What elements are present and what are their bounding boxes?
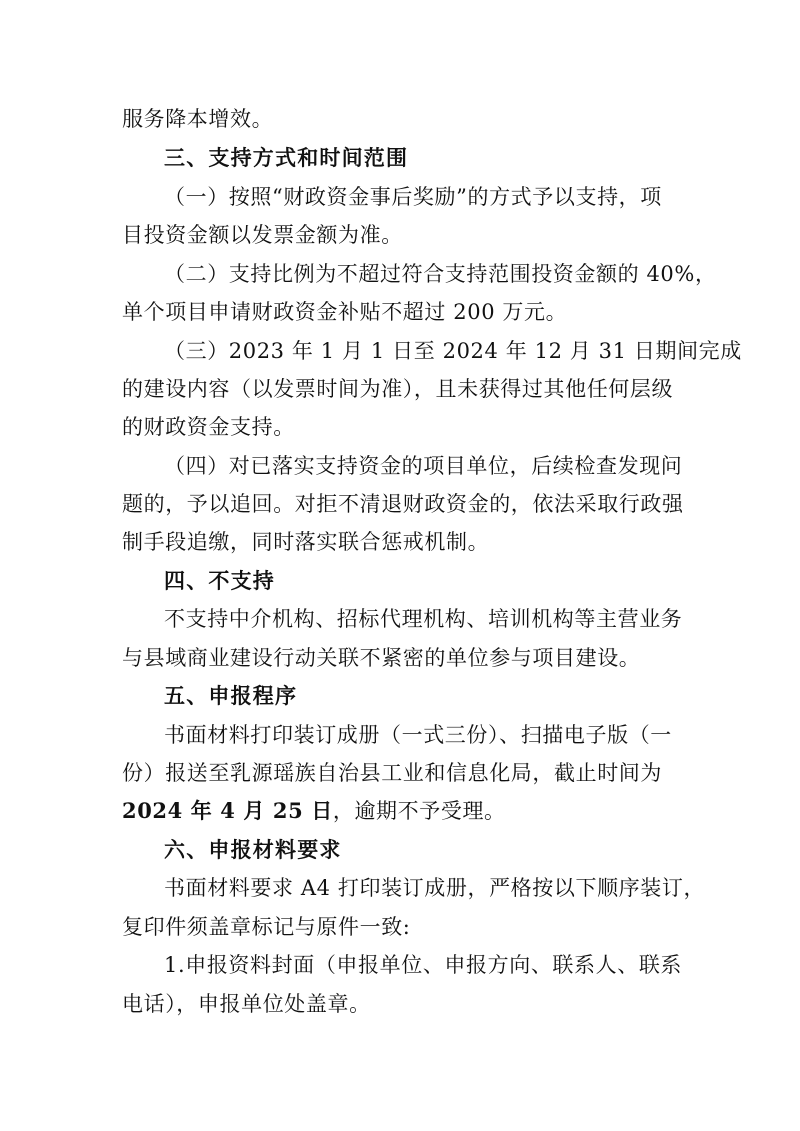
paragraph-line: （四）对已落实支持资金的项目单位，后续检查发现问 bbox=[164, 454, 683, 478]
section-heading-5: 五、申报程序 bbox=[164, 684, 298, 708]
paragraph-line: 1.申报资料封面（申报单位、申报方向、联系人、联系 bbox=[164, 953, 683, 977]
paragraph-line: （二）支持比例为不超过符合支持范围投资金额的 40%， bbox=[164, 262, 717, 286]
paragraph-line: 与县域商业建设行动关联不紧密的单位参与项目建设。 bbox=[122, 646, 641, 670]
paragraph-line: 书面材料要求 A4 打印装订成册，严格按以下顺序装订， bbox=[164, 876, 706, 900]
section-heading-4: 四、不支持 bbox=[164, 569, 275, 593]
paragraph-line: 书面材料打印装订成册（一式三份）、扫描电子版（一 bbox=[164, 723, 672, 747]
deadline-date: 2024 年 4 月 25 日 bbox=[122, 798, 333, 823]
paragraph-line: 电话），申报单位处盖章。 bbox=[122, 992, 371, 1016]
paragraph-line: 制手段追缴，同时落实联合惩戒机制。 bbox=[122, 530, 490, 554]
paragraph-line: 复印件须盖章标记与原件一致: bbox=[122, 915, 411, 939]
paragraph-line: 目投资金额以发票金额为准。 bbox=[122, 223, 403, 247]
paragraph-line: 单个项目申请财政资金补贴不超过 200 万元。 bbox=[122, 300, 568, 324]
paragraph-line: 的财政资金支持。 bbox=[122, 415, 295, 439]
paragraph-line: 不支持中介机构、招标代理机构、培训机构等主营业务 bbox=[164, 607, 683, 631]
paragraph-line: 份）报送至乳源瑶族自治县工业和信息化局，截止时间为 bbox=[122, 761, 662, 785]
paragraph-line: （一）按照“财政资金事后奖励”的方式予以支持，项 bbox=[164, 185, 662, 209]
deadline-note: ，逾期不予受理。 bbox=[332, 799, 506, 823]
section-heading-6: 六、申报材料要求 bbox=[164, 838, 342, 862]
paragraph-line: 的建设内容（以发票时间为准），且未获得过其他任何层级 bbox=[122, 377, 674, 401]
paragraph-line bbox=[122, 796, 682, 826]
paragraph-line: 题的，予以追回。对拒不清退财政资金的，依法采取行政强 bbox=[122, 492, 684, 516]
paragraph-line: 服务降本增效。 bbox=[122, 107, 274, 131]
section-heading-3: 三、支持方式和时间范围 bbox=[164, 146, 409, 170]
paragraph-line: （三）2023 年 1 月 1 日至 2024 年 12 月 31 日期间完成 bbox=[164, 339, 742, 363]
